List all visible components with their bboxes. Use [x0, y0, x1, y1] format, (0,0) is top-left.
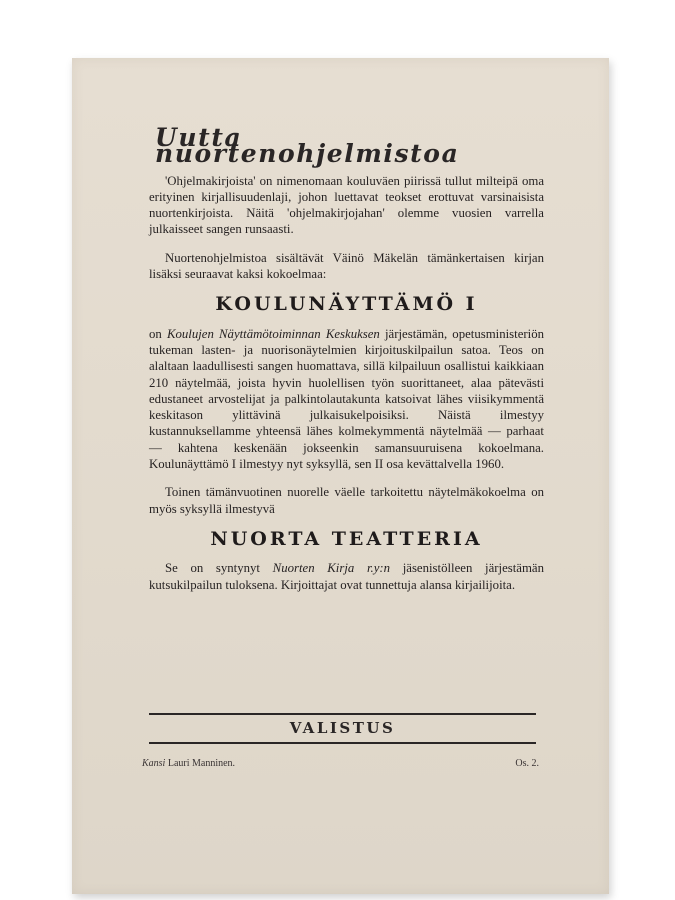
section2-paragraph [149, 560, 544, 593]
section1-paragraph-2: Toinen tämänvuotinen nuorelle väelle tarkoitettu näytelmäkokoelma on myös syksyllä ilmestyvä [149, 485, 544, 516]
cover-credit [142, 758, 235, 769]
section1-body: järjestämän, opetusministeriön tukeman lasten- ja nuorisonäytelmien kirjoituskilpailun satoa. Teos on alaltaan laadullisesti sangen huomattava, sillä kilpailuun osallistui kaikkiaan 210 näytelmää, joista hyvin huolellisen työn suorittaneet, alaa pätevästi edustaneet arvostelijat ja palkintolautakunta katsoivat lähes viisikymmentä keskitason ylittävinä julkaisukelpoisiksi. Näistä ilmestyy kustannuksellamme yhteensä lähes kolmekymmentä näytelmää — parhaat — kahtena keskenään jokseenkin samansuuruisena kokoelmana. Koulunäyttämö I ilmestyy nyt syksyllä, sen II osa kevättalvella 1960. [149, 326, 545, 472]
publisher-rule-top [149, 713, 536, 715]
intro-quote: 'Ohjelmakirjoista' [165, 173, 256, 188]
section-title-nuorta-teatteria: NUORTA TEATTERIA [210, 527, 483, 550]
intro-paragraph-2: Nuortenohjelmistoa sisältävät Väinö Mäkelän tämänkertaisen kirjan lisäksi seuraavat kaksi kokoelmaa: [149, 250, 544, 282]
section1-paragraph [149, 326, 544, 473]
cover-credit-label: Kansi [142, 758, 166, 769]
section-title-koulunayttamo: KOULUNÄYTTÄMÖ I [215, 293, 478, 316]
publisher-rule-bottom [149, 742, 536, 744]
section1-lead: on [149, 326, 167, 341]
cover-text-block [149, 123, 545, 605]
section2-organization: Nuorten Kirja r.y:n [272, 561, 391, 576]
cover-designer: Lauri Manninen. [165, 758, 236, 769]
section2-lead: Se on syntynyt [165, 561, 273, 576]
cover-heading: Uutta nuortenohjelmistoa [155, 123, 460, 169]
intro-text: on nimenomaan kouluväen piirissä tullut milteipä oma erityinen kirjallisuudenlaji, johon luettavat teokset erottuvat varsinaisista nuortenkirjoista. Näitä 'ohjelmakirjojahan' olemme vuosien varrella julkaisseet sangen runsaasti. [149, 173, 544, 237]
intro-paragraph-1 [149, 173, 544, 238]
book-back-cover [72, 58, 609, 894]
section2-body: jäsenistölleen järjestämän kutsukilpailun tuloksena. Kirjoittajat ovat tunnettuja alansa kirjailijoita. [149, 561, 544, 592]
section1-organization: Koulujen Näyttämötoiminnan Keskuksen [166, 326, 380, 341]
print-code: Os. 2. [515, 758, 539, 769]
publisher-name: VALISTUS [289, 719, 396, 737]
